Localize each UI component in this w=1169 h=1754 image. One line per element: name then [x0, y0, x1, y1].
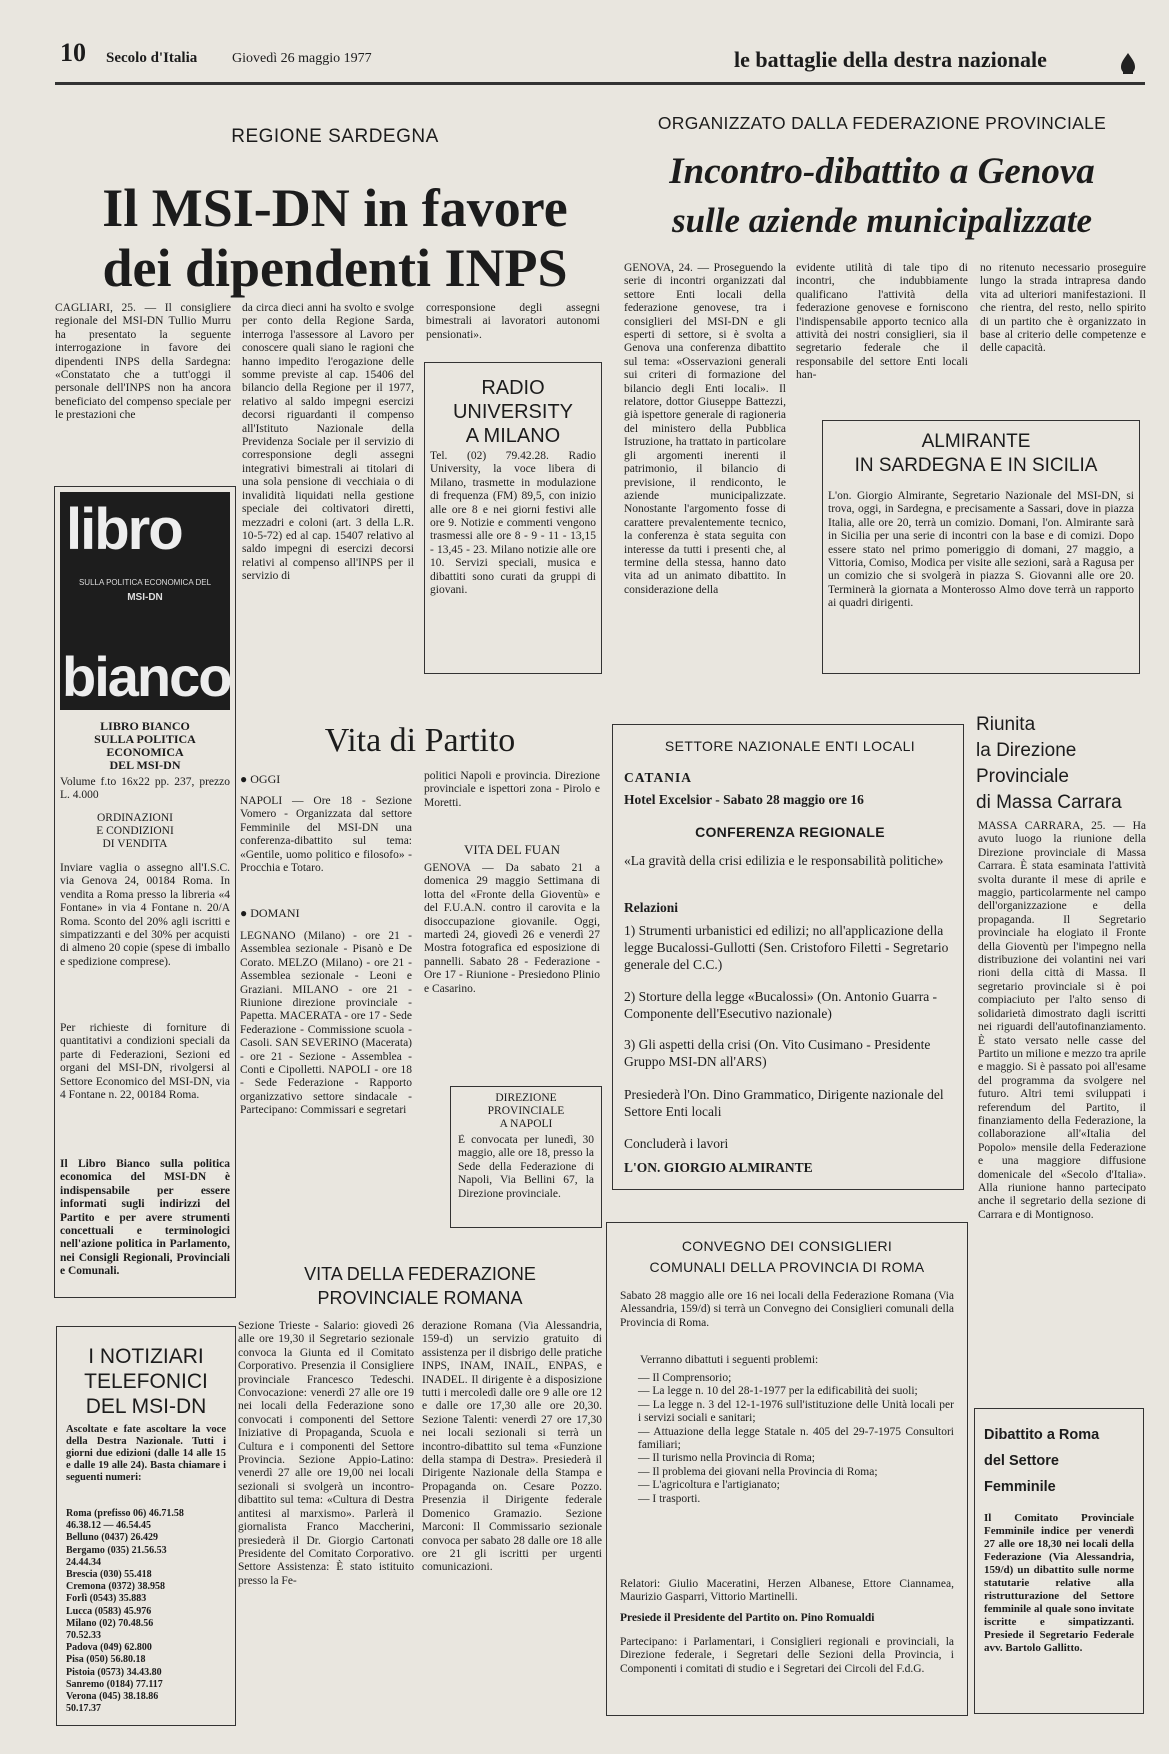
problem-item: — Il problema dei giovani nella Provincia di Roma;	[638, 1465, 878, 1478]
enti-concludera: Concluderà i lavori	[624, 1136, 729, 1151]
radio-title-line-3: A MILANO	[465, 425, 561, 447]
enti-relazione-3: 3) Gli aspetti della crisi (On. Vito Cusimano - Presidente Gruppo MSI-DN all'ARS)	[624, 1037, 931, 1069]
flame-logo	[1118, 52, 1138, 76]
massa-title-line-1: Riunita	[976, 714, 1036, 735]
radio-title-line-1: RADIO	[481, 377, 545, 399]
enti-relazione-1: 1) Strumenti urbanistici ed edilizi; no all'applicazione della legge Bucalossi-Gullotti (Sen. Cristoforo Filetti - Segretario generale del C.C.)	[624, 923, 949, 972]
cover-subtitle: SULLA POLITICA ECONOMICA DEL	[78, 578, 212, 587]
masthead-rule	[55, 82, 1145, 85]
phone-row: Belluno (0437) 26.429	[66, 1532, 158, 1544]
romana-title	[240, 1262, 600, 1310]
libro-caption-line-4: DEL MSI-DN	[109, 758, 181, 772]
notiziari-title-line-3: DEL MSI-DN	[85, 1395, 207, 1418]
phone-row: Cremona (0372) 38.958	[66, 1581, 165, 1593]
vita-partito-col-2: politici Napoli e provincia. Direzione provinciale e ispettori zona - Pirolo e Moretti.	[424, 770, 600, 809]
genova-col-2: evidente utilità di tale tipo di incontri, che indubbiamente qualificano l'attività della federazione genovese e forniscono l'indispensabile apporto tecnico alla attività dei nostri consiglieri, sia il segretario federale che il responsabile del settore Enti locali han-	[796, 262, 968, 382]
genova-kicker: ORGANIZZATO DALLA FEDERAZIONE PROVINCIALE	[657, 113, 1107, 133]
romana-col-1: Sezione Trieste - Salario: giovedì 26 alle ore 19,30 il Segretario sezionale convoca la Giunta ed il Comitato Corporativo. Presenzia il Consigliere provinciale Francesco Tedeschi. Convocazione: venerdì 27 alle ore 19 nei locali della Federazione sono convocati i componenti del Settore Iniziative di Propaganda, Scuola e Cultura e i componenti del Settore Provincia. Sezione Appio-Latino: venerdì 27 alle ore 19,00 nei locali sezionali si svolgerà un incontro-dibattito sul tema: «Cultura di Destra antitesi al marxismo». Parlerà il giornalista Franco Maccherini, presiederà il Dr. Giorgio Cartonati Presidente del Comitato Corporativo. Settore Assistenza: È stato istituito presso la Fe-	[238, 1320, 414, 1587]
phone-row: Forlì (0543) 35.883	[66, 1593, 147, 1605]
napoli-title-line-3: A NAPOLI	[499, 1118, 553, 1130]
convegno-intro: Sabato 28 maggio alle ore 16 nei locali della Federazione Romana (Via Alessandria, 159/d) si terrà un Convegno dei Consiglieri comunali della Provincia di Roma.	[620, 1290, 954, 1329]
massa-title-line-3: Provinciale	[976, 766, 1069, 787]
convegno-participants: Partecipano: i Parlamentari, i Consiglieri regionali e provinciali, la Direzione federale, i Segretari delle Sezioni della Provincia, i Componenti i comitati di studio e i Segretari dei Circoli del F.d.G.	[620, 1636, 954, 1675]
sardegna-headline-2: dei dipendenti INPS	[102, 238, 568, 298]
oggi-heading: ● OGGI	[240, 772, 281, 786]
convegno-relatori: Relatori: Giulio Maceratini, Herzen Albanese, Ettore Ciannamea, Maurizio Gasparri, Vittorio Martinelli.	[620, 1578, 954, 1604]
convegno-problems-label: Verranno dibattuti i seguenti problemi:	[640, 1354, 819, 1366]
libro-caption-line-2: SULLA POLITICA	[94, 732, 196, 746]
convegno-presiede: Presiede il Presidente del Partito on. Pino Romualdi	[620, 1612, 875, 1624]
enti-theme: «La gravità della crisi edilizia e le responsabilità politiche»	[624, 853, 944, 868]
cover-title-bianco: bianco	[62, 645, 230, 708]
femminile-title-line-2: del Settore	[984, 1453, 1059, 1469]
section-title: le battaglie della destra nazionale	[734, 47, 1047, 72]
enti-conference: CONFERENZA REGIONALE	[695, 824, 885, 840]
sardegna-col-2: da circa dieci anni ha svolto e svolge per conto della Regione Sarda, interroga l'assessore al Lavoro per conoscere quali siano le ragioni che hanno impedito l'erogazione delle somme previste al cap. 15406 del bilancio della Regione per il 1977, relativo al saldo impegni esercizi decorsi riguardanti il compenso all'Istituto Nazionale della Previdenza Sociale per il servizio di corresponsione degli assegni integrativi bimestrali ai titolari di una sola pensione di vecchiaia o di invalidità liquidati nella gestione speciale dei coltivatori diretti, mezzadri e coloni (art. 3 della L.R. 10-5-72) ed al cap. 15407 relativo al saldo impegni di esercizi decorsi relativi al compenso all'INPS per il servizio di	[242, 302, 414, 583]
phone-row: Bergamo (035) 21.56.53	[66, 1544, 167, 1556]
libro-closing-text: Il Libro Bianco sulla politica economica del MSI-DN è indispensabile per essere informati sugli indirizzi del Partito e per avere strumenti concettuali e terminologici nell'azione politica in Parlamento, nei Consigli Regionali, Provinciali e Comunali.	[60, 1158, 230, 1278]
libro-order-text: Inviare vaglia o assegno all'I.S.C. via Genova 24, 00184 Roma. In vendita a Roma presso la libreria «4 Fontane» in via 4 Fontane n. 20/A Roma. Sconto del 20% agli iscritti e simpatizzanti e del 30% per acquisti di almeno 20 copie (spese di imballo e spedizione comprese).	[60, 862, 230, 968]
femminile-title-line-1: Dibattito a Roma	[984, 1427, 1100, 1443]
napoli-title-line-1: DIREZIONE	[495, 1092, 557, 1104]
problem-item: — Il turismo nella Provincia di Roma;	[638, 1452, 815, 1465]
massa-title-line-4: di Massa Carrara	[976, 792, 1122, 813]
sardegna-headline-1: Il MSI-DN in favore	[102, 178, 568, 238]
convegno-title-line-2: COMUNALI DELLA PROVINCIA DI ROMA	[649, 1259, 925, 1275]
domani-label: DOMANI	[250, 906, 300, 920]
femminile-title-line-3: Femminile	[984, 1479, 1056, 1495]
massa-text: MASSA CARRARA, 25. — Ha avuto luogo la riunione della Direzione provinciale di Massa Carrara. È stata esaminata l'attività svolta durante il mese di aprile e maggio, particolarmente nel campo dell'organizzazione e della propaganda. Il Segretario provinciale ha elogiato il Fronte della Gioventù per l'impegno nella distribuzione dei volantini nei vari rioni della città di Massa. Il segretario provinciale si è poi compiaciuto per l'alto senso di solidarietà dimostrato dagli iscritti nei riguardi dell'autofinanziamento. È stato versato nelle casse del Partito un milione e mezzo tra aprile e maggio. Si è passato poi all'esame del programma da svolgere nel futuro. Altri temi sviluppati i referendum del Partito, il finanziamento della Federazione, la collaborazione all'«Italia del Popolo» mensile della Federazione e una maggiore diffusione domenicale del «Secolo d'Italia». Alla riunione hanno partecipato anche il segretario della sezione di Carrara e di Montignoso.	[978, 820, 1146, 1221]
enti-box	[612, 724, 964, 1190]
radio-text: Tel. (02) 79.42.28. Radio University, la voce libera di Milano, trasmette in modulazione di frequenza (FM) 89,5, con inizio alle ore 8 e nei giorni festivi alle ore 9. Notizie e commenti vengono trasmessi alle ore 8 - 9 - 11 - 13,15 - 13,45 - 23. Milano notizie alle ore 10. Servizi speciali, musica e dibattiti sono curati da gruppi di giovani.	[430, 450, 596, 597]
radio-title-line-2: UNIVERSITY	[452, 401, 574, 423]
romana-col-2: derazione Romana (Via Alessandria, 159-d) un servizio gratuito di assistenza per il disbrigo delle pratiche INPS, INAM, INAIL, ENPAS, e INADEL. Il dirigente è a disposizione tutti i mercoledì dalle ore 9 alle ore 12 e dalle ore 17,30 alle ore 20,30. Sezione Talenti: venerdì 27 ore 17,30 nei locali sezionali si terrà un incontro-dibattito sul tema «Funzione della stampa di Destra». Presiederà il Dirigente Nazionale della Stampa e Propaganda on. Cesare Pozzo. Presenzia il Dirigente federale Domenico Gramazio. Sezione Marconi: Il Commissario sezionale convoca per sabato 28 dalle ore 18 alle ore 21 gli iscritti per urgenti comunicazioni.	[422, 1320, 602, 1574]
almirante-title-line-1: ALMIRANTE	[921, 431, 1031, 452]
phone-row: Padova (049) 62.800	[66, 1642, 152, 1654]
libro-caption-line-3: ECONOMICA	[106, 745, 184, 759]
problem-item: — La legge n. 10 del 28-1-1977 per la edificabilità dei suoli;	[638, 1385, 918, 1398]
problem-item: — L'agricoltura e l'artigianato;	[638, 1479, 780, 1492]
enti-relazioni-label: Relazioni	[624, 900, 678, 915]
page-number: 10	[60, 38, 86, 67]
almirante-box	[822, 420, 1140, 674]
phone-row: Pistoia (0573) 34.43.80	[66, 1666, 162, 1678]
sardegna-col-1: CAGLIARI, 25. — Il consigliere regionale del MSI-DN Tullio Murru ha presentato la seguente interrogazione in favore dei dipendenti INPS della Sardegna: «Constatato che a tutt'oggi il personale dell'INPS non ha ancora beneficiato del compenso speciale per le prestazioni che	[55, 302, 231, 422]
conditions-line-2: E CONDIZIONI	[96, 825, 174, 837]
almirante-text: L'on. Giorgio Almirante, Segretario Nazionale del MSI-DN, si trova, oggi, in Sardegna, e precisamente a Sassari, dove in piazza Italia, alle ore 20, terrà un comizio. Domani, l'on. Almirante sarà in Sicilia per una serie di incontri con la base e di comizi. Dopo essere stato nel primo pomeriggio di domani, 27 maggio, a Vittoria, Comiso, Modica per visite alle sezioni, sarà a Ragusa per un comizio che si svolgerà in piazza S. Giovanni alle ore 20. Terminerà la giornata a Monterosso Almo dove terrà un rapporto ai quadri dirigenti.	[828, 490, 1134, 610]
massa-title-line-2: la Direzione	[976, 740, 1077, 761]
convegno-box	[606, 1222, 968, 1716]
libro-caption-line-1: LIBRO BIANCO	[100, 719, 190, 733]
fuan-text: GENOVA — Da sabato 21 a domenica 29 maggio Settimana di lotta del «Fronte della Gioventù» e del F.U.A.N. contro il carovita e la disoccupazione giovanile. Oggi, martedì 24, giovedì 26 e venerdì 27 Mostra fotografica ed esposizione di pannelli. Sabato 28 - Federazione - Ore 17 - Riunione - Presiedono Plinio e Casarino.	[424, 862, 600, 995]
notiziari-intro: Ascoltate e fate ascoltare la voce della Destra Nazionale. Tutti i giorni due edizioni (dalle 14 alle 15 e dalle 19 alle 24). Basta chiamare i seguenti numeri:	[66, 1424, 226, 1483]
notiziari-title-line-2: TELEFONICI	[84, 1370, 208, 1393]
napoli-text: È convocata per lunedì, 30 maggio, alle ore 18, presso la Sede della Federazione di Napoli, Via Bellini 67, la Direzione provinciale.	[458, 1134, 594, 1200]
conditions-line-3: DI VENDITA	[102, 838, 168, 850]
genova-col-1: GENOVA, 24. — Proseguendo la serie di incontri organizzati dal settore Enti locali della federazione genovese, tra i consiglieri del MSI-DN e gli esperti di settore, si è svolta a Genova una conferenza dibattito sul tema: «Osservazioni generali sui criteri di formazione del bilancio degli Enti locali». Il relatore, dottor Giuseppe Battezzi, già ispettore generale di ragioneria del ministero della Pubblica Istruzione, ha trattato in particolare gli argomenti inerenti il patrimonio, il bilancio di previsione, il rendiconto, le aziende municipalizzate. Nonostante l'argomento fosse di carattere prevalentemente tecnico, la conferenza è stata seguita con interesse da tutti i presenti che, al termine della stessa, hanno dato vita ad un animato dibattito. In considerazione della	[624, 262, 786, 596]
oggi-text: NAPOLI — Ore 18 - Sezione Vomero - Organizzata dal settore Femminile del MSI-DN una conferenza-dibattito sul tema: «Gentile, uomo politico e filosofo» - Procchia e Totaro.	[240, 795, 412, 875]
romana-title-line-2: PROVINCIALE ROMANA	[317, 1288, 523, 1308]
enti-almirante: L'ON. GIORGIO ALMIRANTE	[624, 1160, 813, 1175]
vita-partito-title: Vita di Partito	[324, 722, 516, 759]
cover-title-libro: libro	[66, 497, 182, 562]
femminile-box	[974, 1408, 1144, 1714]
sardegna-col-3: corresponsione degli assegni bimestrali ai lavoratori autonomi pensionati».	[426, 302, 600, 341]
phone-row: 24.44.34	[66, 1556, 101, 1568]
domani-heading: ● DOMANI	[240, 906, 300, 920]
massa-title	[976, 712, 1146, 816]
enti-venue: Hotel Excelsior - Sabato 28 maggio ore 16	[624, 792, 864, 807]
phone-row: Brescia (030) 55.418	[66, 1569, 152, 1581]
notiziari-title-line-1: I NOTIZIARI	[88, 1345, 204, 1368]
phone-row: Sanremo (0184) 77.117	[66, 1678, 163, 1690]
phone-row: 50.17.37	[66, 1703, 101, 1715]
issue-date: Giovedì 26 maggio 1977	[232, 51, 372, 66]
enti-relazione-2: 2) Storture della legge «Bucalossi» (On. Antonio Guarra - Componente dell'Esecutivo nazionale)	[624, 989, 938, 1021]
sardegna-kicker: REGIONE SARDEGNA	[231, 126, 439, 147]
enti-kicker: SETTORE NAZIONALE ENTI LOCALI	[664, 738, 916, 754]
enti-city: CATANIA	[624, 770, 693, 785]
problem-item: — Il Comprensorio;	[638, 1372, 732, 1384]
genova-headline-1: Incontro-dibattito a Genova	[669, 151, 1095, 192]
publication-name: Secolo d'Italia	[106, 50, 198, 66]
genova-headline-2: sulle aziende municipalizzate	[671, 201, 1093, 240]
napoli-box	[450, 1086, 602, 1228]
napoli-title-line-2: PROVINCIALE	[487, 1105, 565, 1117]
genova-col-3: no ritenuto necessario proseguire lungo la strada intrapresa dando vita ad ulteriori manifestazioni. Il che rientra, del resto, nello spirito di un partito che è organizzato in base al criterio delle competenze e delle capacità.	[980, 262, 1146, 355]
fuan-heading: VITA DEL FUAN	[464, 842, 560, 857]
phone-row: 70.52.33	[66, 1630, 101, 1642]
conditions-line-1: ORDINAZIONI	[96, 812, 173, 824]
cover-subtitle-msi: MSI-DN	[127, 592, 163, 603]
phone-row: 46.38.12 — 46.54.45	[66, 1520, 151, 1532]
libro-bulk-text: Per richieste di forniture di quantitativi a condizioni speciali da parte di Federazioni, Sezioni ed organi del MSI-DN, rivolgersi al Settore Economico del MSI-DN, via 4 Fontane n. 22, 00184 Roma.	[60, 1022, 230, 1102]
phone-row: Milano (02) 70.48.56	[66, 1617, 154, 1629]
romana-title-line-1: VITA DELLA FEDERAZIONE	[304, 1264, 536, 1284]
libro-volume: Volume f.to 16x22 pp. 237, prezzo L. 4.000	[60, 776, 230, 802]
radio-box	[424, 362, 602, 674]
problem-item: — La legge n. 3 del 12-1-1976 sull'istituzione delle Unità locali per i servizi sociali e sanitari;	[638, 1398, 954, 1425]
notiziari-box	[56, 1326, 236, 1726]
almirante-title-line-2: IN SARDEGNA E IN SICILIA	[854, 455, 1098, 476]
phone-row: Roma (prefisso 06) 46.71.58	[66, 1508, 184, 1519]
problem-item: — I trasporti.	[638, 1492, 701, 1505]
problem-item: — Attuazione della legge Statale n. 405 del 29-7-1975 Consultori familiari;	[638, 1425, 954, 1452]
phone-row: Lucca (0583) 45.976	[66, 1605, 152, 1617]
oggi-label: OGGI	[250, 772, 281, 786]
phone-row: Pisa (050) 56.80.18	[66, 1654, 146, 1666]
libro-bianco-box	[54, 486, 236, 1298]
convegno-title-line-1: CONVEGNO DEI CONSIGLIERI	[681, 1238, 893, 1254]
femminile-text: Il Comitato Provinciale Femminile indice per venerdì 27 alle ore 18,30 nei locali della Federazione (Via Alessandria, 159/d) un dibattito sulle norme statutarie relative alla ristrutturazione del Settore femminile al quale sono invitate iscritte e simpatizzanti. Presiede il Segretario Federale avv. Bartolo Gallitto.	[984, 1512, 1134, 1654]
phone-row: Verona (045) 38.18.86	[66, 1691, 159, 1703]
enti-presiedera: Presiederà l'On. Dino Grammatico, Dirigente nazionale del Settore Enti locali	[624, 1087, 944, 1119]
domani-text: LEGNANO (Milano) - ore 21 - Assemblea sezionale - Pisanò e De Corato. MELZO (Milano) - ore 21 - Assemblea sezionale - Leoni e Graziani. MILANO - ore 21 - Riunione direzione provinciale - Papetta. MACERATA - ore 17 - Sede Federazione - Commissione scuola - Casoli. SAN SEVERINO (Macerata) - ore 21 - Sezione - Assemblea - Conti e Cipolletti. NAPOLI - ore 18 - Sede Federazione - Rapporto organizzativo settore sindacale - Partecipano: Commissari e segretari	[240, 930, 412, 1117]
